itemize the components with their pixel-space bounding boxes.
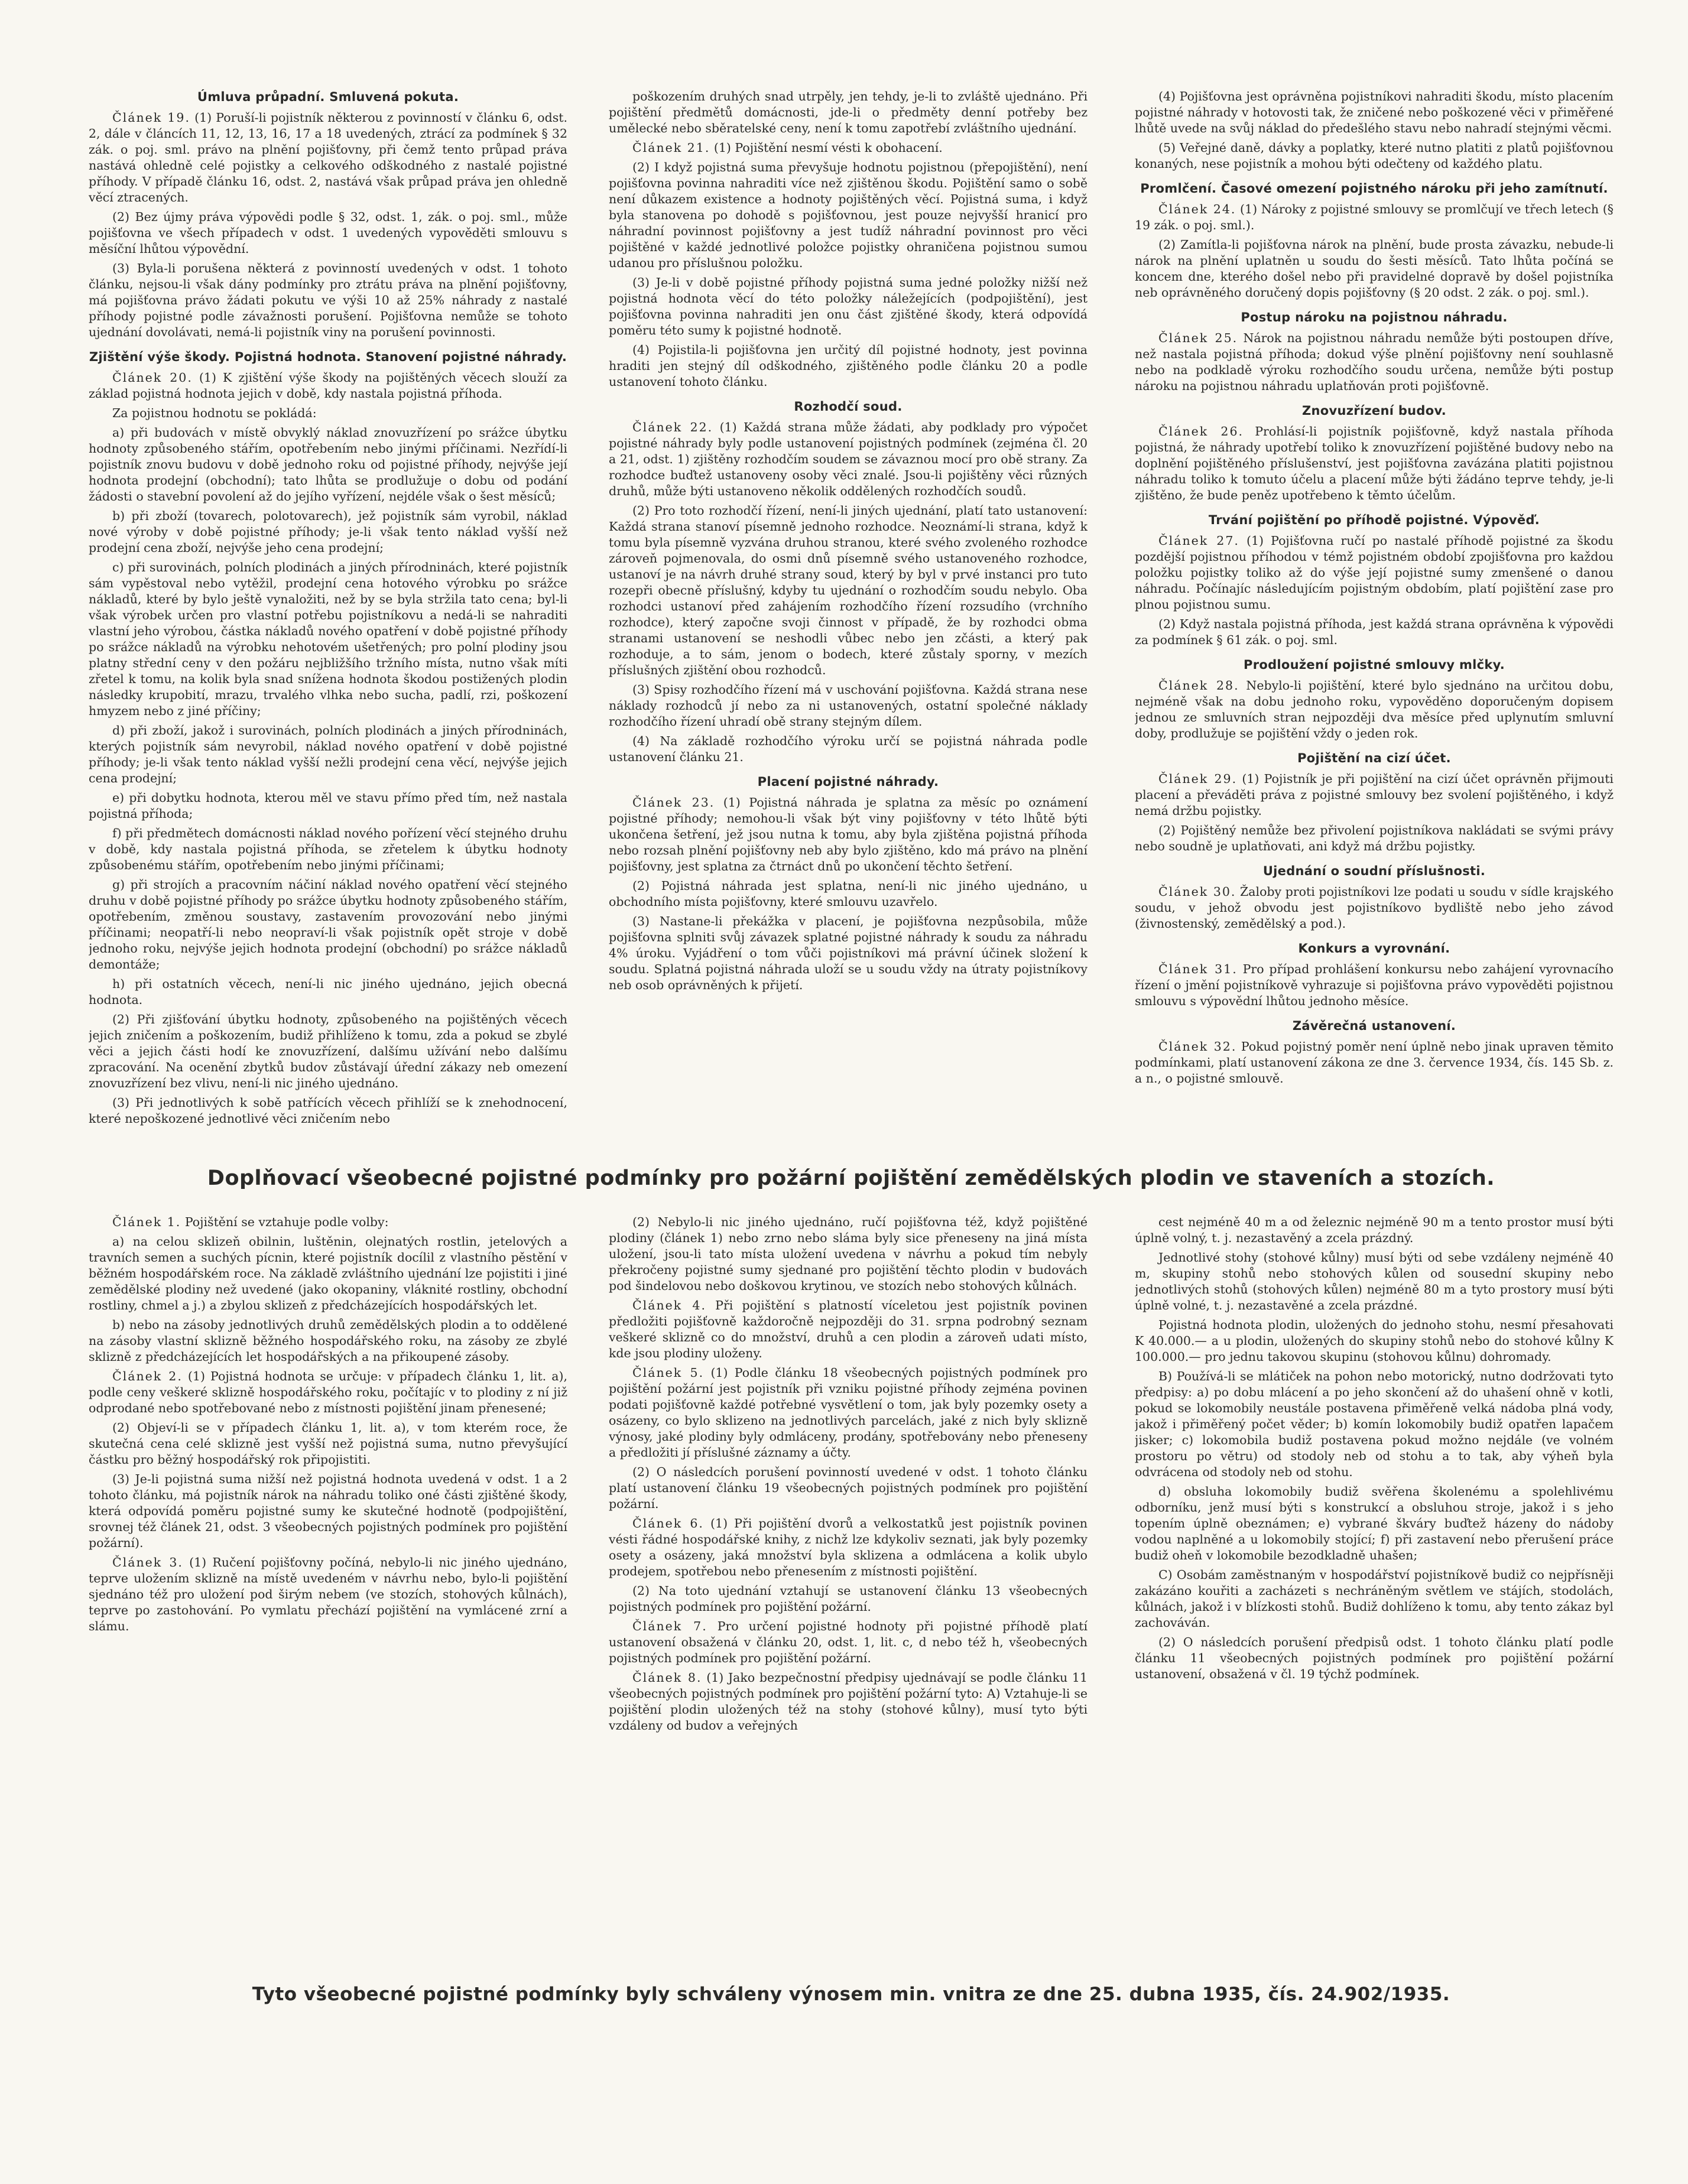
article-text: (2) Při zjišťování úbytku hodnoty, způsobeného na pojištěných věcech jejich zničením a poškozením, budiž přihlíženo k tomu, zda a pokud se zbylé věci a jejich části hodí ke znovuzřízení, dalšímu užívání nebo dalšímu zpracování. Na ocenění zbytků budov zůstávají úřední zákazy neb omezení znovuzřízení bez vlivu, není-li nic jiného ujednáno. — [89, 1012, 567, 1090]
article-paragraph — [89, 370, 567, 402]
article-paragraph — [89, 826, 567, 873]
article-paragraph — [609, 1583, 1088, 1615]
article-text: Při pojištění s platností víceletou jest pojistník povinen předložiti pojišťovně každoročně nejpozději do 31. srpna podrobný seznam veškeré sklizně co do množství, druhů a cen plodin a zároveň udati místo, kde jsou plodiny uloženy. — [609, 1298, 1088, 1360]
article-paragraph — [1135, 1039, 1614, 1087]
article-label: Článek 31. — [1158, 962, 1238, 976]
article-paragraph — [89, 261, 567, 340]
article-label: Článek 22. — [632, 420, 713, 434]
article-text: c) při surovinách, polních plodinách a jiných přírodninách, které pojistník sám vypěstoval nebo vytěžil, prodejní cena hotového výrobku po srážce nákladů, které by bylo ještě vynaložiti, než by se byla stržila tato cena; byl-li však výrobek určen pro vlastní potřebu pojistníkovu a nedá-li se nahraditi vlastní jeho výrobou, částka nákladů nového opatření v době pojistné příhody po srážce nákladů na výrobku nehotovém ušetřených; pro polní plodiny jsou platny střední ceny v den požáru nejbližšího tržního místa, nutno však míti zřetel k tomu, na kolik byla snad snížena hodnota škodou postižených plodin následky krupobití, mrazu, trvalého vlhka nebo sucha, padlí, rzi, poškození hmyzem nebo z jiné příčiny; — [89, 560, 567, 718]
article-text: poškozením druhých snad utrpěly, jen tehdy, je-li to zvláště ujednáno. Při pojištění předmětů domácnosti, jde-li o předměty denní potřeby bez umělecké nebo sběratelské ceny, není k tomu zapotřebí zvláštního ujednání. — [609, 89, 1088, 135]
section-heading: Závěrečná ustanovení. — [1292, 1019, 1456, 1033]
article-paragraph — [1135, 823, 1614, 854]
article-text: Žaloby proti pojistníkovi lze podati u soudu v sídle krajského soudu, v jehož obvodu jest pojistníkovo bydliště nebo jeho závod (živnostenský, zemědělský a pod.). — [1135, 885, 1614, 931]
article-paragraph — [89, 877, 567, 973]
article-text: (2) Pro toto rozhodčí řízení, není-li jiných ujednání, platí tato ustanovení: Každá strana stanoví písemně jednoho rozhodce. Neoznámí-li strana, když k tomu byla písemně vyzvána druhou stranou, které svého zvoleného rozhodce zároveň pojmenovala, do osmi dnů písemně svého ustanoveného rozhodce, ustanoví je na návrh druhé strany soud, který by byl v prvé instanci pro tuto rozepři obecně příslušný, kdyby tu ujednání o rozhodčím soudu nebylo. Oba rozhodci ustanoví před zahájením rozhodčího řízení rozsudího (vrchního rozhodce), který započne svoji činnost v případě, že by rozhodci obma stranami ustanovení se neshodli vůbec nebo jen zčásti, a který pak rozhoduje, a to sám, jenom o bodech, které zůstaly sporny, v mezích příslušných zjištění obou rozhodců. — [609, 503, 1088, 677]
article-paragraph — [89, 976, 567, 1008]
article-paragraph — [1135, 1484, 1614, 1564]
article-text: d) při zboží, jakož i surovinách, polních plodinách a jiných přírodninách, kterých pojistník sám nevyrobil, náklad nového opatření v době pojistné příhody; je-li však tento náklad vyšší nežli prodejní cena věcí, nejvýše jejich cena prodejní; — [89, 723, 567, 785]
article-text: C) Osobám zaměstnaným v hospodářství pojistníkově budiž co nejpřísněji zakázáno kouřiti a zacházeti s nechráněným světlem ve stájích, stodolách, kůlnách, jakož i v blízkosti stohů. Budiž dohlíženo k tomu, aby tento zákaz byl zachováván. — [1135, 1568, 1614, 1630]
article-text: B) Používá-li se mlátiček na pohon nebo motorický, nutno dodržovati tyto předpisy: a) po dobu mlácení a po jeho skončení až do uhašení ohně v kotli, pokud se lokomobily neustále postavena přiměřeně velká nádoba plná vody, jakož i přiměřený počet věder; b) komín lokomobily budiž opatřen lapačem jisker; c) lokomobila budiž postavena pokud možno nejdále (ve volném prostoru po větru) od stodoly neb od stohu a to tak, aby výheň byla odvrácena od stodoly neb od stohu. — [1135, 1369, 1614, 1479]
article-text: (1) Jako bezpečnostní předpisy ujednávají se podle článku 11 všeobecných pojistných podmínek pro pojištění požární tyto: A) Vztahuje-li se pojištění plodin uložených též na stohy (stohové kůlny), musí tyto býti vzdáleny od budov a veřejných — [609, 1670, 1088, 1733]
top-columns — [89, 89, 1614, 1146]
article-paragraph — [89, 723, 567, 786]
article-paragraph — [89, 425, 567, 505]
article-text: (4) Na základě rozhodčího výroku určí se pojistná náhrada podle ustanovení článku 21. — [609, 734, 1088, 764]
article-label: Článek 26. — [1158, 424, 1244, 438]
column-2 — [609, 89, 1088, 1146]
article-paragraph — [1135, 533, 1614, 613]
supplement-column-1 — [89, 1214, 567, 1941]
article-text: (1) Poruší-li pojistník některou z povinností v článku 6, odst. 2, dále v článcích 11, 12, 13, 16, 17 a 18 uvedených, ztrácí za podmínek § 32 zák. o poj. sml. právo na plnění pojišťovny, při čemž tento průpad práva nastává ohledně celé pojistky a celkového odškodného z nastalé pojistné příhody. V případě článku 16, odst. 2, nastává však průpad práva jen ohledně věcí ztracených. — [89, 110, 567, 204]
article-label: Článek 20. — [112, 370, 193, 385]
article-text: (2) Pojištěný nemůže bez přivolení pojistníkova nakládati se svými právy nebo soudně je uplatňovati, ani když má držbu pojistky. — [1135, 823, 1614, 853]
article-paragraph — [609, 795, 1088, 875]
article-text: (1) Každá strana může žádati, aby podklady pro výpočet pojistné náhrady byly podle ustanovení pojistných podmínek (zejména čl. 20 a 21, odst. 1) zjištěny rozhodčím soudem se závaznou mocí pro obě strany. Za rozhodce buďtež ustanoveny osoby věci znalé. Jsou-li pojištěny věci různých druhů, může býti ustanoveno několik oddělených rozhodčích soudů. — [609, 420, 1088, 498]
article-paragraph — [609, 140, 1088, 156]
article-paragraph — [1135, 884, 1614, 932]
article-text: (3) Při jednotlivých k sobě patřících věcech přihlíží se k znehodnocení, které nepoškozené jednotlivé věci zničením nebo — [89, 1096, 567, 1126]
article-text: Pojištění se vztahuje podle volby: — [184, 1215, 389, 1229]
article-text: (2) O následcích porušení povinností uvedené v odst. 1 tohoto článku platí ustanovení článku 19 všeobecných pojistných podmínek pro pojištění požární. — [609, 1465, 1088, 1511]
article-text: (4) Pojistila-li pojišťovna jen určitý díl pojistné hodnoty, jest povinna hraditi jen stejný díl odškodného, zjištěného podle článku 20 a podle ustanovení tohoto článku. — [609, 343, 1088, 389]
article-paragraph — [89, 1555, 567, 1634]
article-paragraph — [609, 1516, 1088, 1580]
supplement-title: Doplňovací všeobecné pojistné podmínky pro požární pojištění zemědělských plodin ve staveních a stozích. — [207, 1166, 1495, 1190]
article-text: a) při budovách v místě obvyklý náklad znovuzřízení po srážce úbytku hodnoty způsobeného stářím, opotřebením nebo jinými příčinami. Nezřídí-li pojistník znovu budovu v době jednoho roku od pojistné příhody, nejvýše její hodnota prodejní (obchodní); tato lhůta se prodlužuje o dobu od podání žádosti o stavební povolení až do jejího vyřízení, nejdéle však o šest měsíců; — [89, 425, 567, 503]
article-paragraph — [609, 160, 1088, 271]
article-paragraph — [89, 1317, 567, 1365]
article-label: Článek 19. — [112, 110, 190, 125]
section-heading: Zjištění výše škody. Pojistná hodnota. Stanovení pojistné náhrady. — [89, 350, 567, 364]
section-heading: Úmluva průpadní. Smluvená pokuta. — [197, 90, 459, 104]
article-text: Pojistná hodnota plodin, uložených do jednoho stohu, nesmí přesahovati K 40.000.— a u plodin, uložených do skupiny stohů nebo do stohové kůlny K 100.000.— pro jednu takovou skupinu (stohovou kůlnu) dohromady. — [1135, 1318, 1614, 1364]
article-paragraph — [609, 1298, 1088, 1361]
article-paragraph — [1135, 771, 1614, 819]
article-label: Článek 6. — [632, 1516, 704, 1530]
supplement-column-2 — [609, 1214, 1088, 1941]
article-label: Článek 1. — [112, 1215, 181, 1229]
column-3 — [1135, 89, 1614, 1146]
article-paragraph — [1135, 678, 1614, 742]
article-paragraph — [609, 733, 1088, 765]
supplement-column-3 — [1135, 1214, 1614, 1941]
article-text: (3) Spisy rozhodčího řízení má v uschování pojišťovna. Každá strana nese náklady rozhodců jí nebo za ni ustanovených, ostatní společné náklady rozhodčího řízení uhradí obě strany stejným dílem. — [609, 682, 1088, 729]
article-label: Článek 21. — [632, 141, 710, 155]
article-text: (3) Nastane-li překážka v placení, je pojišťovna nezpůsobila, může pojišťovna splniti svůj závazek splatné pojistné náhrady k soudu za náhradu 4% úroku. Vyjádření o tom vůči pojistníkovi má právní účinek složení k soudu. Splatná pojistná náhrada uloží se u soudu vždy na útraty pojistníkovy neb osob oprávněných k přijetí. — [609, 914, 1088, 992]
section-heading: Postup nároku na pojistnou náhradu. — [1241, 310, 1508, 324]
article-text: (5) Veřejné daně, dávky a poplatky, které nutno platiti z platů pojišťovnou konaných, nese pojistník a mohou býti odečteny od každého platu. — [1135, 141, 1614, 171]
article-text: a) na celou sklizeň obilnin, luštěnin, olejnatých rostlin, jetelových a travních semen a suchých pícnin, které pojistník docílil z vlastního pěstění v běžném hospodářském roce. Na základě zvláštního ujednání lze pojistiti i jiné zemědělské plodiny než uvedené (jako okopaniny, vláknité rostliny, obchodní rostliny, chmel a j.) a zbylou sklizeň z předcházejících hospodářských let. — [89, 1234, 567, 1312]
article-label: Článek 32. — [1158, 1039, 1237, 1054]
document-page — [89, 89, 1614, 2110]
article-paragraph — [89, 1012, 567, 1091]
bottom-columns — [89, 1214, 1614, 1941]
article-text: Pro případ prohlášení konkursu nebo zahájení vyrovnacího řízení o jmění pojistníkově vyhrazuje si pojišťovna právo vypověděti pojistnou smlouvu s výpovědní lhůtou jednoho měsíce. — [1135, 962, 1614, 1008]
section-heading: Trvání pojištění po příhodě pojistné. Výpověď. — [1208, 513, 1540, 527]
article-paragraph — [89, 1369, 567, 1416]
article-text: (1) Ručení pojišťovny počíná, nebylo-li nic jiného ujednáno, teprve uložením sklizně na místě uvedeném v návrhu nebo, bylo-li pojištění sjednáno též pro uložení pod širým nebem (ve stozích, stohových kůlnách), teprve po zastohování. Po vymlatu přechází pojištění na vymlácené zrní a slámu. — [89, 1555, 567, 1633]
article-text: (2) Objeví-li se v případech článku 1, lit. a), v tom kterém roce, že skutečná cena celé sklizně jest vyšší než pojistná suma, nutno převyšující částku pro běžný hospodářský rok připojistiti. — [89, 1421, 567, 1467]
column-1 — [89, 89, 567, 1146]
article-text: g) při strojích a pracovním náčiní náklad nového opatření věcí stejného druhu v době pojistné příhody po srážce úbytku hodnoty způsobeného stářím, opotřebením, změnou soustavy, zastavením provozování nebo jinými příčinami; neopatří-li nebo neopraví-li však pojistník opět stroje v době jednoho roku, nejvýše jejich hodnota prodejní (obchodní) po srážce nákladů demontáže; — [89, 878, 567, 971]
article-paragraph — [89, 209, 567, 257]
article-text: (2) O následcích porušení předpisů odst. 1 tohoto článku platí podle článku 11 všeobecných pojistných podmínek pro pojištění požární ustanovení, obsažená v čl. 19 týchž podmínek. — [1135, 1635, 1614, 1681]
section-heading: Pojištění na cizí účet. — [1297, 751, 1451, 765]
article-paragraph — [609, 342, 1088, 390]
article-paragraph — [1135, 140, 1614, 172]
article-text: (1) Pojistná náhrada je splatna za měsíc po oznámení pojistné příhody; nemohou-li však být viny pojišťovny v této lhůtě býti ukončena šetření, jež jsou nutna k tomu, aby byla zjištěna pojistná příhoda nebo rozsah plnění pojišťovny neb aby bylo zjištěno, kdo má právo na plnění pojišťovny, jest splatna za čtrnáct dnů po ukončení těchto šetření. — [609, 795, 1088, 873]
article-label: Článek 23. — [632, 795, 715, 810]
article-text: h) při ostatních věcech, není-li nic jiného ujednáno, jejich obecná hodnota. — [89, 977, 567, 1007]
article-text: (2) Když nastala pojistná příhoda, jest každá strana oprávněna k výpovědi za podmínek § 61 zák. o poj. sml. — [1135, 617, 1614, 647]
article-text: (1) Nároky z pojistné smlouvy se promlčují ve třech letech (§ 19 zák. o poj. sml.). — [1135, 202, 1614, 232]
article-text: (2) Bez újmy práva výpovědi podle § 32, odst. 1, zák. o poj. sml., může pojišťovna ve všech případech v odst. 1 uvedených vypověděti smlouvu s měsíční lhůtou výpovědní. — [89, 210, 567, 256]
article-paragraph — [609, 1670, 1088, 1734]
article-paragraph — [609, 682, 1088, 730]
article-paragraph — [89, 1420, 567, 1468]
article-paragraph — [1135, 330, 1614, 394]
section-heading: Ujednání o soudní příslušnosti. — [1262, 864, 1486, 878]
article-paragraph — [609, 1214, 1088, 1294]
article-label: Článek 28. — [1158, 678, 1239, 693]
article-text: b) nebo na zásoby jednotlivých druhů zemědělských plodin a to oddělené na zásoby vlastní sklizně běžného hospodářského roku, na zásoby ze zbylé sklizně z předcházejících let hospodářských a na přikoupené zásoby. — [89, 1318, 567, 1364]
article-paragraph — [609, 420, 1088, 499]
article-paragraph — [1135, 89, 1614, 136]
article-paragraph — [1135, 1567, 1614, 1631]
article-paragraph — [89, 560, 567, 719]
article-text: (2) I když pojistná suma převyšuje hodnotu pojistnou (přepojištění), není pojišťovna povinna nahraditi více než zjištěnou škodu. Pojištění samo o sobě není důkazem existence a hodnoty pojištěných věcí. Pojistná suma, i když byla stanovena po dohodě s pojišťovnou, jest pouze nejvyšší hranicí pro náhradní povinnost pojišťovny a jest tudíž náhradní povinnost pro věci pojištěné v každé jednotlivé položce pojistky ohraničena pojistnou sumou udanou pro příslušnou položku. — [609, 160, 1088, 270]
article-text: (1) Pojistník je při pojištění na cizí účet oprávněn přijmouti placení a převáděti práva z pojistné smlouvy bez svolení pojištěného, i když nemá držbu pojistky. — [1135, 772, 1614, 818]
article-paragraph — [1135, 1214, 1614, 1246]
article-text: (2) Nebylo-li nic jiného ujednáno, ručí pojišťovna též, když pojištěné plodiny (článek 1) nebo zrno nebo sláma byly sice přeneseny na jiná místa uložení, jsou-li tato místa uložení uvedena v návrhu a pokud tím nebyly překročeny pojistné sumy sjednané pro pojištění těchto plodin v budovách pod šindelovou nebo doškovou krytinou, ve stozích nebo stohových kůlnách. — [609, 1215, 1088, 1293]
section-heading: Rozhodčí soud. — [794, 399, 903, 414]
section-heading: Znovuzřízení budov. — [1301, 404, 1447, 418]
article-paragraph — [609, 914, 1088, 993]
article-text: (2) Pojistná náhrada jest splatna, není-li nic jiného ujednáno, u obchodního místa pojišťovny, které smlouvu uzavřelo. — [609, 879, 1088, 909]
article-text: (3) Je-li v době pojistné příhody pojistná suma jedné položky nižší než pojistná hodnota věcí do této položky náležejících (podpojištění), jest pojišťovna povinna nahraditi jen onu část zjištěné škody, která odpovídá poměru této sumy k pojistné hodnotě. — [609, 275, 1088, 337]
article-paragraph — [89, 790, 567, 822]
article-paragraph — [1135, 961, 1614, 1009]
article-text: (1) Při pojištění dvorů a velkostatků jest pojistník povinen vésti řádné hospodářské knihy, z nichž lze kdykoliv seznati, jak byly pozemky osety a osázeny, jaká množství byla sklizena a odmlácena a kolik ubylo prodejem, spotřebou nebo přenesením z místnosti pojištění. — [609, 1516, 1088, 1578]
article-text: (2) Na toto ujednání vztahují se ustanovení článku 13 všeobecných pojistných podmínek pro pojištění požární. — [609, 1584, 1088, 1614]
article-paragraph — [609, 275, 1088, 339]
article-paragraph — [609, 1618, 1088, 1666]
section-heading: Placení pojistné náhrady. — [757, 775, 939, 789]
article-text: (3) Byla-li porušena některá z povinností uvedených v odst. 1 tohoto článku, nejsou-li však dány podmínky pro ztrátu práva na plnění pojišťovny, má pojišťovna právo žádati pokutu ve výši 10 až 25% náhrady z nastalé příhody pojistné podle závažnosti porušení. Pojišťovna nemůže se tohoto ujednání dovolávati, nemá-li pojistník viny na porušení povinnosti. — [89, 261, 567, 339]
article-label: Článek 30. — [1158, 885, 1236, 899]
article-text: f) při předmětech domácnosti náklad nového pořízení věcí stejného druhu v době, kdy nastala pojistná příhoda, se zřetelem k úbytku hodnoty způsobenému stářím, opotřebením nebo jinými příčinami; — [89, 826, 567, 872]
article-paragraph — [89, 1214, 567, 1230]
article-paragraph — [1135, 1317, 1614, 1365]
article-paragraph — [89, 1095, 567, 1127]
article-text: Jednotlivé stohy (stohové kůlny) musí býti od sebe vzdáleny nejméně 40 m, skupiny stohů nebo stohových kůlen od sousední skupiny nebo jednotlivých stohů (stohových kůlen) nejméně 80 m a tyto prostory musí býti úplně volné, t. j. nezastavěné a zcela prázdné. — [1135, 1250, 1614, 1312]
article-label: Článek 4. — [632, 1298, 706, 1312]
article-paragraph — [609, 89, 1088, 136]
article-paragraph — [1135, 1634, 1614, 1682]
article-text: e) při dobytku hodnota, kterou měl ve stavu přímo před tím, než nastala pojistná příhoda; — [89, 791, 567, 821]
article-paragraph — [89, 405, 567, 421]
article-text: d) obsluha lokomobily budiž svěřena školenému a spolehlivému odborníku, jenž musí býti s konstrukcí a obsluhou stroje, jakož i s jeho topením úplně obeznámen; e) vybrané škváry buďtež házeny do nádoby vodou naplněné a u lokomobily stojící; f) při zastavení nebo přerušení práce budiž oheň v lokomobile bezodkladně uhašen; — [1135, 1484, 1614, 1562]
article-paragraph — [89, 1471, 567, 1551]
article-text: Pro určení pojistné hodnoty při pojistné příhodě platí ustanovení obsažená v článku 20, odst. 1, lit. c, d nebo též h, všeobecných pojistných podmínek pro pojištění požární. — [609, 1619, 1088, 1665]
article-label: Článek 2. — [112, 1369, 183, 1383]
article-paragraph — [609, 1464, 1088, 1512]
article-label: Článek 5. — [632, 1366, 705, 1380]
article-label: Článek 29. — [1158, 772, 1238, 786]
article-paragraph — [609, 503, 1088, 678]
article-text: Za pojistnou hodnotu se pokládá: — [112, 406, 317, 420]
approval-footer: Tyto všeobecné pojistné podmínky byly schváleny výnosem min. vnitra ze dne 25. dubna 1935, čís. 24.902/1935. — [252, 1984, 1450, 2005]
article-text: (1) Pojišťovna ručí po nastalé příhodě pojistné za škodu pozdější pojistnou příhodou v témž pojistném období zpojišťovna pro každou položku pojistky toliko až do výše její pojistné sumy zmenšené o danou náhradu. Počínajíc následujícím pojistným obdobím, platí pojištění zase pro plnou pojistnou sumu. — [1135, 534, 1614, 612]
article-paragraph — [1135, 1369, 1614, 1480]
article-text: (1) K zjištění výše škody na pojištěných věcech slouží za základ pojistná hodnota jejich v době, kdy nastala pojistná příhoda. — [89, 370, 567, 401]
article-label: Článek 8. — [632, 1670, 702, 1685]
article-label: Článek 25. — [1158, 331, 1238, 345]
article-text: Nebylo-li pojištění, které bylo sjednáno na určitou dobu, nejméně však na dobu jednoho roku, vypověděno doporučeným dopisem jednou ze smluvních stran nejpozději dva měsíce před uplynutím smluvní doby, prodlužuje se pojištění vždy o jeden rok. — [1135, 678, 1614, 740]
article-text: (3) Je-li pojistná suma nižší než pojistná hodnota uvedená v odst. 1 a 2 tohoto článku, má pojistník nárok na náhradu toliko oné části zjištěné škody, která odpovídá poměru pojistné sumy ke skutečné hodnotě (podpojištění, srovnej též článek 21, odst. 3 všeobecných pojistných podmínek pro pojištění požární). — [89, 1472, 567, 1550]
article-text: b) při zboží (tovarech, polotovarech), jež pojistník sám vyrobil, náklad nové výroby v době pojistné příhody; je-li však tento náklad vyšší než prodejní cena zboží, nejvýše jeho cena prodejní; — [89, 509, 567, 555]
article-text: (1) Podle článku 18 všeobecných pojistných podmínek pro pojištění požární jest pojistník při vzniku pojistné příhody zejména povinen podati pojišťovně každé potřebné vysvětlení o tom, jak byly pozemky osety a osázeny, co bylo sklizeno na jednotlivých parcelách, jaké z nich byly sklizně výnosy, jaké plodiny byly odmláceny, prodány, spotřebovány nebo přeneseny a předložiti jí příslušné záznamy a účty. — [609, 1366, 1088, 1460]
article-paragraph — [1135, 1250, 1614, 1314]
article-paragraph — [609, 878, 1088, 910]
article-text: (4) Pojišťovna jest oprávněna pojistníkovi nahraditi škodu, místo placením pojistné náhrady v hotovosti tak, že zničené nebo poškozené věci v přiměřené lhůtě uvede na svůj náklad do předešlého stavu nebo nahradí stejnými věcmi. — [1135, 89, 1614, 135]
article-text: cest nejméně 40 m a od železnic nejméně 90 m a tento prostor musí býti úplně volný, t. j. nezastavěný a zcela prázdný. — [1135, 1215, 1614, 1245]
article-text: Nárok na pojistnou náhradu nemůže býti postoupen dříve, než nastala pojistná příhoda; dokud výše plnění pojišťovny není souhlasně nebo na podkladě výroku rozhodčího soudu určena, nemůže býti postup nároku na pojistnou náhradu uplatňován proti pojišťovně. — [1135, 331, 1614, 393]
article-paragraph — [89, 110, 567, 206]
article-paragraph — [1135, 616, 1614, 648]
article-paragraph — [1135, 202, 1614, 233]
article-paragraph — [1135, 424, 1614, 503]
article-label: Článek 27. — [1158, 534, 1239, 548]
article-paragraph — [89, 508, 567, 556]
article-text: (2) Zamítla-li pojišťovna nárok na plnění, bude prosta závazku, nebude-li nárok na plnění uplatněn u soudu do šesti měsíců. Tato lhůta počíná se koncem dne, kterého došel nebo při pravidelné dopravě by došel pojistníka neb oprávněného doručený dopis pojišťovny (§ 20 odst. 2 zák. o poj. sml.). — [1135, 238, 1614, 300]
article-text: (1) Pojištění nesmí vésti k obohacení. — [713, 141, 943, 155]
article-label: Článek 7. — [632, 1619, 707, 1633]
article-label: Článek 3. — [112, 1555, 183, 1569]
section-heading: Promlčení. Časové omezení pojistného nároku při jeho zamítnutí. — [1140, 181, 1608, 196]
article-label: Článek 24. — [1158, 202, 1236, 216]
section-heading: Prodloužení pojistné smlouvy mlčky. — [1244, 658, 1505, 672]
article-text: Prohlásí-li pojistník pojišťovně, když nastala příhoda pojistná, že náhrady upotřebí toliko k znovuzřízení pojištěné budovy nebo na doplnění pojištěného příslušenství, jest pojišťovna zavázána platiti pojistnou náhradu toliko k tomuto účelu a placení může býti žádáno teprve tehdy, je-li zjištěno, že bude peněz upotřebeno k těmto účelům. — [1135, 424, 1614, 502]
section-heading: Konkurs a vyrovnání. — [1298, 941, 1450, 956]
article-paragraph — [89, 1234, 567, 1314]
article-text: Pokud pojistný poměr není úplně nebo jinak upraven těmito podmínkami, platí ustanovení zákona ze dne 3. července 1934, čís. 145 Sb. z. a n., o pojistné smlouvě. — [1135, 1039, 1614, 1086]
article-paragraph — [1135, 237, 1614, 301]
article-paragraph — [609, 1365, 1088, 1461]
article-text: (1) Pojistná hodnota se určuje: v případech článku 1, lit. a), podle ceny veškeré sklizně hospodářského roku, počítajíc v to plodiny z ní již odprodané nebo spotřebované nebo z místnosti pojištění jinam přenesené; — [89, 1369, 567, 1415]
